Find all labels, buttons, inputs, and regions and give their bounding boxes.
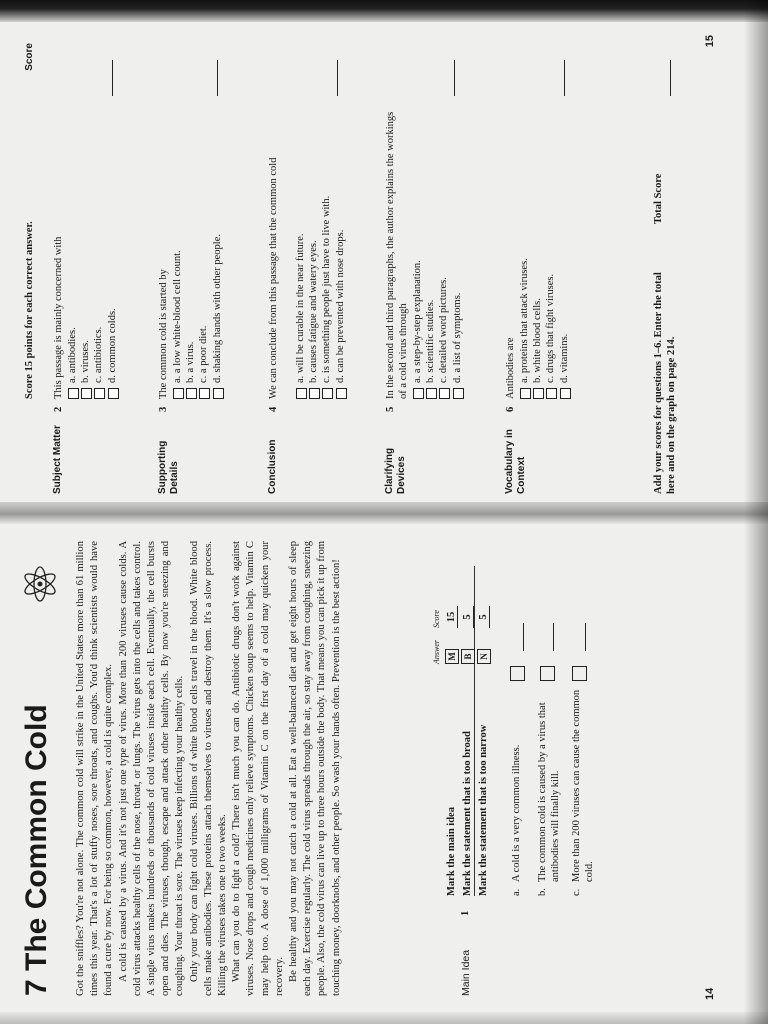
article-passage [74, 541, 344, 996]
option[interactable] [544, 109, 557, 399]
option-text: b. a virus. [185, 341, 197, 383]
question-category: Vocabulary in Context [504, 429, 527, 494]
question-stem: The common cold is started by [158, 269, 169, 399]
page-number: 15 [704, 35, 716, 48]
score-column-header: Score [24, 43, 35, 71]
option[interactable] [66, 109, 79, 399]
checkbox[interactable] [453, 388, 464, 399]
title-row [20, 546, 70, 996]
main-idea-label: Main Idea [460, 949, 472, 996]
score-line[interactable] [454, 60, 455, 96]
option-text: b. viruses. [80, 340, 92, 383]
checkbox[interactable] [336, 388, 347, 399]
answer-box[interactable]: B [461, 649, 475, 664]
option-list [66, 109, 119, 399]
paragraph: Only your body can fight cold viruses. Billions of white blood cells travel in the blood. White blood cells make antibodies. These proteins attach themselves to viruses and destroy them. It's a slow process. Killing the viruses takes one to two weeks. [188, 541, 229, 996]
statement-text: A cold is a very common illness. [511, 744, 522, 882]
option[interactable] [79, 109, 92, 399]
score-field[interactable]: 5 [462, 606, 474, 628]
option[interactable] [437, 109, 450, 399]
option-text: c. drugs that fight viruses. [545, 273, 557, 383]
option[interactable] [171, 109, 184, 399]
statement-text: More than 200 viruses can cause the common cold. [571, 689, 595, 882]
checkbox[interactable] [560, 388, 571, 399]
score-line[interactable] [217, 60, 218, 96]
row-text: Mark the statement that is too narrow [478, 724, 489, 896]
answer-header: Answer [432, 640, 441, 664]
question-stem: We can conclude from this passage that the common cold [268, 157, 279, 399]
option-text: d. common colds. [106, 308, 118, 383]
page-title: 7 The Common Cold [20, 704, 53, 996]
book-spine [0, 502, 768, 524]
checkbox[interactable] [213, 388, 224, 399]
option-text: b. white blood cells. [532, 298, 544, 383]
statement-score-line[interactable] [510, 623, 524, 651]
option-text: c. antibiotics. [93, 326, 105, 383]
score-line[interactable] [337, 60, 338, 96]
statement-text: The common cold is caused by a virus that antibodies will finally kill. [537, 702, 561, 882]
statement-c [570, 686, 596, 896]
question-number: 3 [158, 406, 169, 412]
question-3 [157, 54, 257, 494]
option[interactable] [424, 109, 437, 399]
option[interactable] [211, 109, 224, 399]
main-idea-row [478, 576, 496, 896]
question-6 [504, 54, 604, 494]
statement-b [536, 686, 562, 896]
option-list [294, 109, 347, 399]
score-instruction: Score 15 points for each correct answer. [24, 221, 35, 399]
question-stem: This passage is mainly concerned with [53, 236, 64, 399]
option-text: d. vitamins. [558, 333, 570, 383]
right-page [12, 29, 742, 494]
option[interactable] [531, 109, 544, 399]
checkbox[interactable] [199, 388, 210, 399]
option-text: d. can be prevented with nose drops. [334, 229, 346, 383]
question-category: Conclusion [267, 439, 278, 494]
paragraph: Got the sniffles? You're not alone. The common cold will strike in the United States more than 61 million times this year. That's a lot of stuffy noses, sore throats, and coughs. You'd think scientists would have found a cure by now. For being so common, however, a cold is quite complex. [75, 541, 115, 996]
score-line[interactable] [112, 60, 113, 96]
option-text: a. a step-by-step explanation. [412, 260, 423, 383]
checkbox[interactable] [186, 388, 197, 399]
question-number: 4 [268, 406, 279, 412]
option-text: c. detailed word pictures. [438, 277, 450, 383]
checkbox[interactable] [108, 388, 119, 399]
checkbox[interactable] [309, 388, 320, 399]
statement-answer-box[interactable] [510, 666, 525, 681]
option-list [518, 109, 571, 399]
option-text: d. shaking hands with other people. [211, 233, 223, 383]
checkbox[interactable] [520, 388, 531, 399]
option[interactable] [320, 109, 333, 399]
option[interactable] [184, 109, 197, 399]
left-page [12, 534, 742, 1004]
page-edge-left [0, 1012, 768, 1024]
option-text: b. scientific studies. [425, 299, 437, 383]
paragraph: Be healthy and you may not catch a cold at all. Eat a well-balanced diet and get eight hours of sleep each day. Exercise regularly. The cold virus spreads through the air, so stay away from coughing, sneezing people. Also, the cold virus can live up to three hours outside the body. That means you can pick it up from touching money, doorknobs, and other people. So wash your hands often. Prevention is the best action! [288, 541, 342, 996]
statement-label: b. [537, 888, 548, 896]
option[interactable] [106, 109, 119, 399]
question-stem: In the second and third paragraphs, the author explains the workings of a cold virus through [385, 111, 410, 399]
total-score-line[interactable] [670, 60, 671, 96]
page-shadow [744, 0, 768, 1024]
page-edge-right [0, 0, 768, 22]
question-category: Subject Matter [52, 425, 63, 494]
option-text: a. antibodies. [67, 327, 78, 383]
row-text: Mark the statement that is too broad [462, 731, 473, 896]
option-list [171, 109, 224, 399]
statement-label: a. [511, 888, 522, 896]
question-number: 6 [505, 406, 516, 412]
statement-score-line[interactable] [572, 623, 586, 651]
option[interactable] [92, 109, 105, 399]
question-4 [267, 54, 377, 494]
answer-box[interactable]: N [477, 649, 491, 664]
question-stem: Antibodies are [505, 337, 516, 399]
question-number: 5 [385, 406, 396, 412]
question-number: 1 [460, 910, 471, 916]
statement-answer-box[interactable] [572, 666, 587, 681]
atom-icon [20, 564, 60, 604]
answer-box[interactable]: M [445, 649, 459, 664]
option[interactable] [334, 109, 347, 399]
total-instruction: Add your scores for questions 1–6. Enter the total here and on the graph on page 214. [653, 272, 677, 494]
checkbox[interactable] [533, 388, 544, 399]
option[interactable] [451, 109, 464, 399]
checkbox[interactable] [426, 388, 437, 399]
checkbox[interactable] [81, 388, 92, 399]
question-2 [52, 54, 152, 494]
statement-label: c. [571, 888, 582, 896]
option[interactable] [518, 109, 531, 399]
checkbox[interactable] [68, 388, 79, 399]
question-category: Supporting Details [157, 440, 180, 494]
statement-a [510, 686, 523, 896]
question-number: 2 [53, 406, 64, 412]
paragraph: A cold is caused by a virus. And it's not just one type of virus. More than 200 viruses cause colds. A cold virus attacks healthy cells of the nose, throat, or lungs. The virus gets into the cells and takes control. A single virus makes hundreds or thousands of cold viruses inside each cell. Eventually, the cell bursts open and dies. The viruses, though, escape and attack other healthy cells. By now you're sneezing and coughing. Your throat is sore. The viruses keep infecting your healthy cells. [117, 541, 186, 996]
score-field[interactable]: 15 [446, 606, 458, 628]
page-number: 14 [704, 987, 716, 1000]
checkbox[interactable] [94, 388, 105, 399]
checkbox[interactable] [322, 388, 333, 399]
statement-score-line[interactable] [540, 623, 554, 651]
score-field[interactable]: 5 [478, 606, 490, 628]
score-line[interactable] [564, 60, 565, 96]
question-5 [384, 54, 494, 494]
option[interactable] [558, 109, 571, 399]
checkbox[interactable] [173, 388, 184, 399]
question-category: Clarifying Devices [384, 447, 407, 494]
checkbox[interactable] [296, 388, 307, 399]
option-text: c. is something people just have to live with. [321, 195, 333, 383]
option-list [411, 109, 464, 399]
option[interactable] [307, 109, 320, 399]
option-text: a. a low white-blood cell count. [172, 250, 183, 383]
checkbox[interactable] [439, 388, 450, 399]
option-text: b. causes fatigue and watery eyes. [308, 240, 320, 383]
option-text: c. a poor diet. [198, 325, 210, 383]
checkbox[interactable] [546, 388, 557, 399]
total-score-label: Total Score [653, 173, 664, 224]
option[interactable] [411, 109, 424, 399]
option-text: a. proteins that attack viruses. [519, 258, 530, 383]
option-text: d. a list of symptoms. [451, 292, 463, 383]
row-text: Mark the main idea [446, 807, 457, 896]
option[interactable] [294, 109, 307, 399]
paragraph: What can you do to fight a cold? There isn't much you can do. Antibiotic drugs don't work against viruses. Nose drops and cough medicines only relieve symptoms. Chicken soup seems to help. Vitamin C may help too. A dose of 1,000 milligrams of Vitamin C on the first day of a cold may quicken your recovery. [231, 541, 285, 996]
main-idea-section [432, 541, 692, 996]
option-text: a. will be curable in the near future. [295, 233, 306, 383]
score-header: Score [432, 610, 441, 628]
statement-answer-box[interactable] [540, 666, 555, 681]
option[interactable] [197, 109, 210, 399]
checkbox[interactable] [413, 388, 424, 399]
